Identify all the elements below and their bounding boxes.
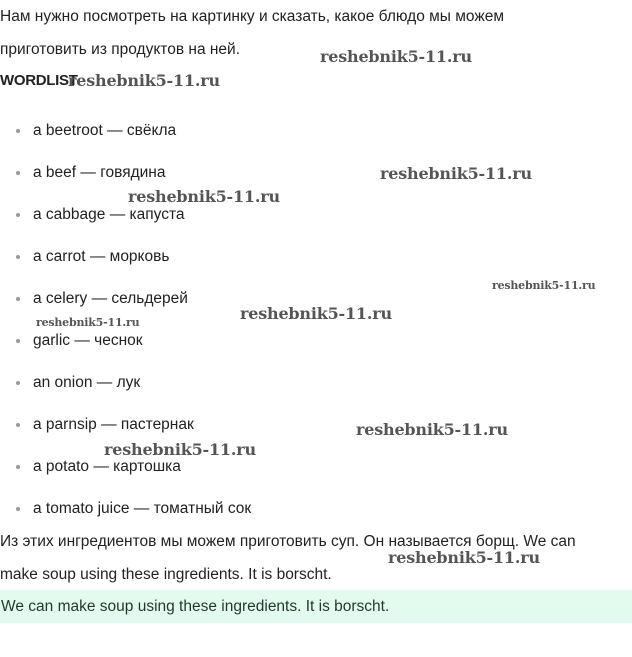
intro-line-1: Нам нужно посмотреть на картинку и сказать, какое блюдо мы можем xyxy=(0,8,504,25)
bullet-icon xyxy=(16,339,20,343)
list-item-text: a beetroot — свёкла xyxy=(33,122,177,139)
bullet-icon xyxy=(16,465,20,469)
watermark: reshebnik5-11.ru xyxy=(104,440,256,459)
bullet-icon xyxy=(16,213,20,217)
bullet-icon xyxy=(16,507,20,511)
list-item-text: a carrot — морковь xyxy=(33,248,170,265)
bullet-icon xyxy=(16,381,20,385)
watermark: reshebnik5-11.ru xyxy=(492,279,596,292)
list-item-text: a beef — говядина xyxy=(33,164,166,181)
conclusion-line-1: Из этих ингредиентов мы можем приготовить суп. Он называется борщ. We can xyxy=(0,533,576,550)
bullet-icon xyxy=(16,255,20,259)
intro-line-2: приготовить из продуктов на ней. xyxy=(0,41,241,58)
list-item xyxy=(0,203,632,245)
conclusion-line-2: make soup using these ingredients. It is borscht. xyxy=(0,566,332,583)
list-item xyxy=(0,329,632,371)
list-item-text: an onion — лук xyxy=(33,374,141,391)
list-item-text: a celery — сельдерей xyxy=(33,290,188,307)
list-item-text: garlic — чеснок xyxy=(33,332,143,349)
watermark: reshebnik5-11.ru xyxy=(128,187,280,206)
watermark: reshebnik5-11.ru xyxy=(320,47,472,66)
bullet-icon xyxy=(16,171,20,175)
list-item-text: a tomato juice — томатный сок xyxy=(33,500,252,517)
list-item-text: a parnsip — пастернак xyxy=(33,416,194,433)
bullet-icon xyxy=(16,297,20,301)
list-item-text: a cabbage — капуста xyxy=(33,206,185,223)
list-item xyxy=(0,119,632,161)
bullet-icon xyxy=(16,423,20,427)
list-item xyxy=(0,455,632,497)
answer-box: We can make soup using these ingredients. It is borscht. xyxy=(0,590,632,623)
list-item-text: a potato — картошка xyxy=(33,458,181,475)
list-item xyxy=(0,413,632,455)
watermark: reshebnik5-11.ru xyxy=(380,164,532,183)
word-list xyxy=(0,119,632,539)
watermark: reshebnik5-11.ru xyxy=(68,71,220,90)
wordlist-heading: WORDLIST xyxy=(0,72,78,89)
bullet-icon xyxy=(16,129,20,133)
list-item xyxy=(0,371,632,413)
intro-paragraph xyxy=(0,0,600,66)
watermark: reshebnik5-11.ru xyxy=(388,548,540,567)
watermark: reshebnik5-11.ru xyxy=(356,420,508,439)
list-item xyxy=(0,161,632,203)
watermark: reshebnik5-11.ru xyxy=(240,304,392,323)
watermark: reshebnik5-11.ru xyxy=(36,316,140,329)
